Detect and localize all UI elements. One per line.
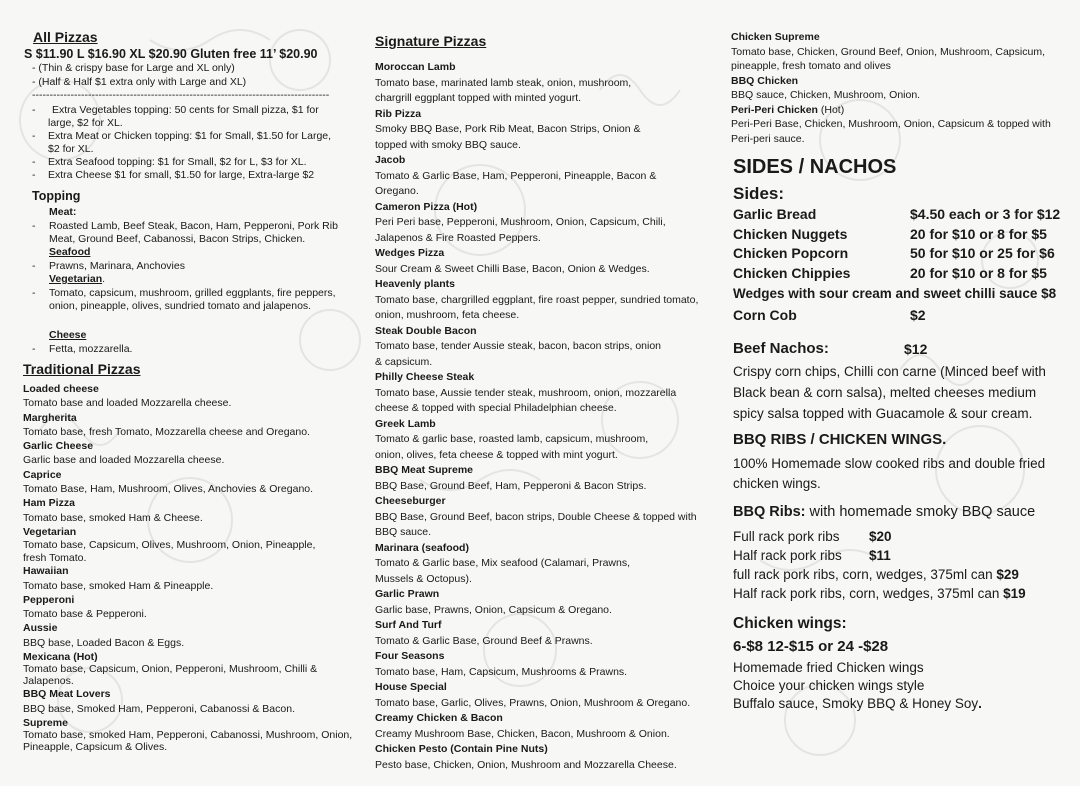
nachos-title: Beef Nachos: $12 xyxy=(733,340,928,357)
sides-list xyxy=(733,205,1073,283)
menu-item: Moroccan Lamb Tomato base, marinated lamb steak, onion, mushroom, chargrill eggplant topped with minted yogurt. xyxy=(375,61,632,104)
veg-list: - Tomato, capsicum, mushroom, grilled eggplants, fire peppers, onion, pineapple, olives, sundried tomato and jalapenos. xyxy=(32,287,349,313)
corn-item: Corn Cob $2 xyxy=(733,307,926,323)
extra-cheese: - Extra Cheese $1 for small, $1.50 for large, Extra-large $2 xyxy=(32,169,332,182)
menu-item: BBQ Meat Supreme BBQ Base, Ground Beef, Ham, Pepperoni & Bacon Strips. xyxy=(375,464,647,492)
all-pizzas-note-2: - (Half & Half $1 extra only with Large and XL) xyxy=(32,76,247,88)
menu-item: Creamy Chicken & Bacon Creamy Mushroom Base, Chicken, Bacon, Mushroom & Onion. xyxy=(375,712,670,740)
wings-prices: 6-$8 12-$15 or 24 -$28 xyxy=(733,638,889,655)
menu-item: Four Seasons Tomato base, Ham, Capsicum, Mushrooms & Prawns. xyxy=(375,650,628,678)
menu-item: Cheeseburger BBQ Base, Ground Beef, bacon strips, Double Cheese & topped with BBQ sauce. xyxy=(375,495,697,538)
menu-item: Garlic Cheese Garlic base and loaded Mozzarella cheese. xyxy=(23,440,225,467)
signature-list xyxy=(375,60,725,773)
menu-item: Loaded cheese Tomato base and loaded Mozzarella cheese. xyxy=(23,383,232,410)
menu-item: Surf And Turf Tomato & Garlic Base, Ground Beef & Prawns. xyxy=(375,619,593,647)
ribs-heading: BBQ Ribs: with homemade smoky BBQ sauce xyxy=(733,504,1036,520)
meat-label: Meat: xyxy=(49,206,77,218)
side-item: Chicken Chippies 20 for $10 or 8 for $5 xyxy=(733,264,1047,281)
wings-heading: Chicken wings: xyxy=(733,615,847,632)
menu-item: Mexicana (Hot) Tomato base, Capsicum, Onion, Pepperoni, Mushroom, Chilli & Jalapenos. xyxy=(23,651,318,687)
menu-item: Chicken Pesto (Contain Pine Nuts) Pesto base, Chicken, Onion, Mushroom and Mozzarella Cheese. xyxy=(375,743,677,771)
menu-item: Hawaiian Tomato base, smoked Ham & Pineapple. xyxy=(23,565,214,592)
chicken-pizzas xyxy=(731,30,1071,146)
menu-item: Supreme Tomato base, smoked Ham, Pepperoni, Cabanossi, Mushroom, Onion, Pineapple, Capsicum & Olives. xyxy=(23,716,353,753)
menu-item: Aussie BBQ base, Loaded Bacon & Eggs. xyxy=(23,622,185,649)
menu-item: Jacob Tomato & Garlic Base, Ham, Pepperoni, Pineapple, Bacon & Oregano. xyxy=(375,154,657,197)
extras-list xyxy=(32,104,332,182)
chicken-supreme-name: Chicken Supreme xyxy=(731,31,820,43)
extra-seafood: - Extra Seafood topping: $1 for Small, $2 for L, $3 for XL. xyxy=(32,156,332,169)
sides-heading: SIDES / NACHOS xyxy=(733,156,897,178)
extra-meat: - Extra Meat or Chicken topping: $1 for Small, $1.50 for Large, $2 for XL. xyxy=(32,130,332,156)
ribs-list xyxy=(733,527,1073,603)
all-pizzas-prices: S $11.90 L $16.90 XL $20.90 Gluten free 11’ $20.90 xyxy=(24,47,318,61)
side-item: Chicken Popcorn 50 for $10 or 25 for $6 xyxy=(733,245,1055,261)
menu-item: Marinara (seafood) Tomato & Garlic base, Mix seafood (Calamari, Prawns, Mussels & Octopus). xyxy=(375,541,631,585)
all-pizzas-heading: All Pizzas xyxy=(33,29,98,45)
chicken-supreme-desc: Tomato base, Chicken, Ground Beef, Onion, Mushroom, Capsicum, pineapple, fresh tomato and olives xyxy=(731,45,1045,72)
seafood-list: - Prawns, Marinara, Anchovies xyxy=(32,260,349,273)
all-pizzas-note-1: - (Thin & crispy base for Large and XL only) xyxy=(32,62,235,74)
menu-item: Cameron Pizza (Hot) Peri Peri base, Pepperoni, Mushroom, Onion, Capsicum, Chili, Jalapenos & Fire Roasted Peppers. xyxy=(375,200,666,244)
menu-item: Vegetarian Tomato base, Capsicum, Olives, Mushroom, Onion, Pineapple, fresh Tomato. xyxy=(23,525,316,564)
menu-item: Ham Pizza Tomato base, smoked Ham & Cheese. xyxy=(23,497,203,524)
menu-item: Pepperoni Tomato base & Pepperoni. xyxy=(23,593,147,621)
ribs-wings-desc: 100% Homemade slow cooked ribs and double fried chicken wings. xyxy=(733,456,1046,491)
menu-item: BBQ Meat Lovers BBQ base, Smoked Ham, Pepperoni, Cabanossi & Bacon. xyxy=(23,688,295,715)
bbq-chicken-name: BBQ Chicken xyxy=(731,74,799,87)
menu-item: Steak Double Bacon Tomato base, tender Aussie steak, bacon, bacon strips, onion & capsicum. xyxy=(375,324,662,368)
side-item: Chicken Nuggets 20 for $10 or 8 for $5 xyxy=(733,225,1047,242)
ribs-half: Half rack pork ribs $11 xyxy=(733,548,891,563)
menu-item: Caprice Tomato Base, Ham, Mushroom, Olives, Anchovies & Oregano. xyxy=(23,468,314,496)
menu-item: Garlic Prawn Garlic base, Prawns, Onion, Capsicum & Oregano. xyxy=(375,588,612,616)
peri-chicken-desc: Peri-Peri Base, Chicken, Mushroom, Onion, Capsicum & topped with Peri-peri sauce. xyxy=(731,118,1051,145)
extra-veg: - Extra Vegetables topping: 50 cents for Small pizza, $1 for large, $2 for XL. xyxy=(32,104,332,130)
bbq-chicken-desc: BBQ sauce, Chicken, Mushroom, Onion. xyxy=(731,89,921,101)
traditional-list xyxy=(23,382,363,753)
cheese-list: - Fetta, mozzarella. xyxy=(32,343,349,356)
meat-list: - Roasted Lamb, Beef Steak, Bacon, Ham, Pepperoni, Pork Rib Meat, Ground Beef, Cabanossi, Bacon Strips, Chicken. xyxy=(32,220,349,246)
sides-subheading: Sides: xyxy=(733,184,785,203)
menu-item: Philly Cheese Steak Tomato base, Aussie tender steak, mushroom, onion, mozzarella cheese & topped with special Philadelphian cheese. xyxy=(375,371,677,414)
nachos-desc: Crispy corn chips, Chilli con carne (Minced beef with Black bean & corn salsa), melted cheeses medium spicy salsa topped with Guacamole & sour cream. xyxy=(733,364,1046,421)
side-item: Garlic Bread $4.50 each or 3 for $12 xyxy=(733,206,1061,222)
menu-item: Margherita Tomato base, fresh Tomato, Mozzarella cheese and Oregano. xyxy=(23,411,310,438)
menu-item: Rib Pizza Smoky BBQ Base, Pork Rib Meat, Bacon Strips, Onion & topped with smoky BBQ sauce. xyxy=(375,107,641,151)
wedges-item: Wedges with sour cream and sweet chilli sauce $8 xyxy=(733,286,1057,301)
peri-chicken-name: Peri-Peri Chicken (Hot) xyxy=(731,103,845,116)
wings-desc: Homemade fried Chicken wings Choice your chicken wings style Buffalo sauce, Smoky BBQ & Honey Soy. xyxy=(733,660,982,711)
menu-item: Greek Lamb Tomato & garlic base, roasted lamb, capsicum, mushroom, onion, olives, feta cheese & topped with mint yogurt. xyxy=(375,417,649,461)
ribs-full-combo: full rack pork ribs, corn, wedges, 375ml can $29 xyxy=(733,567,1019,582)
menu-item: Wedges Pizza Sour Cream & Sweet Chilli Base, Bacon, Onion & Wedges. xyxy=(375,247,650,275)
veg-label-wrap: Vegetarian. xyxy=(49,273,106,285)
cheese-label: Cheese xyxy=(49,329,87,341)
divider: ------------------------------------------------------------------------------------- xyxy=(32,89,330,101)
menu-item: Heavenly plants Tomato base, chargrilled eggplant, fire roast pepper, sundried tomato, onion, mushroom, feta cheese. xyxy=(375,278,699,321)
ribs-wings-heading: BBQ RIBS / CHICKEN WINGS. xyxy=(733,431,947,448)
ribs-half-combo: Half rack pork ribs, corn, wedges, 375ml can $19 xyxy=(733,586,1026,601)
topping-heading: Topping xyxy=(32,189,81,203)
ribs-full: Full rack pork ribs $20 xyxy=(733,529,892,544)
menu-item: House Special Tomato base, Garlic, Olives, Prawns, Onion, Mushroom & Oregano. xyxy=(375,681,691,709)
signature-heading: Signature Pizzas xyxy=(375,33,487,49)
seafood-label: Seafood xyxy=(49,246,91,258)
traditional-heading: Traditional Pizzas xyxy=(23,361,141,377)
